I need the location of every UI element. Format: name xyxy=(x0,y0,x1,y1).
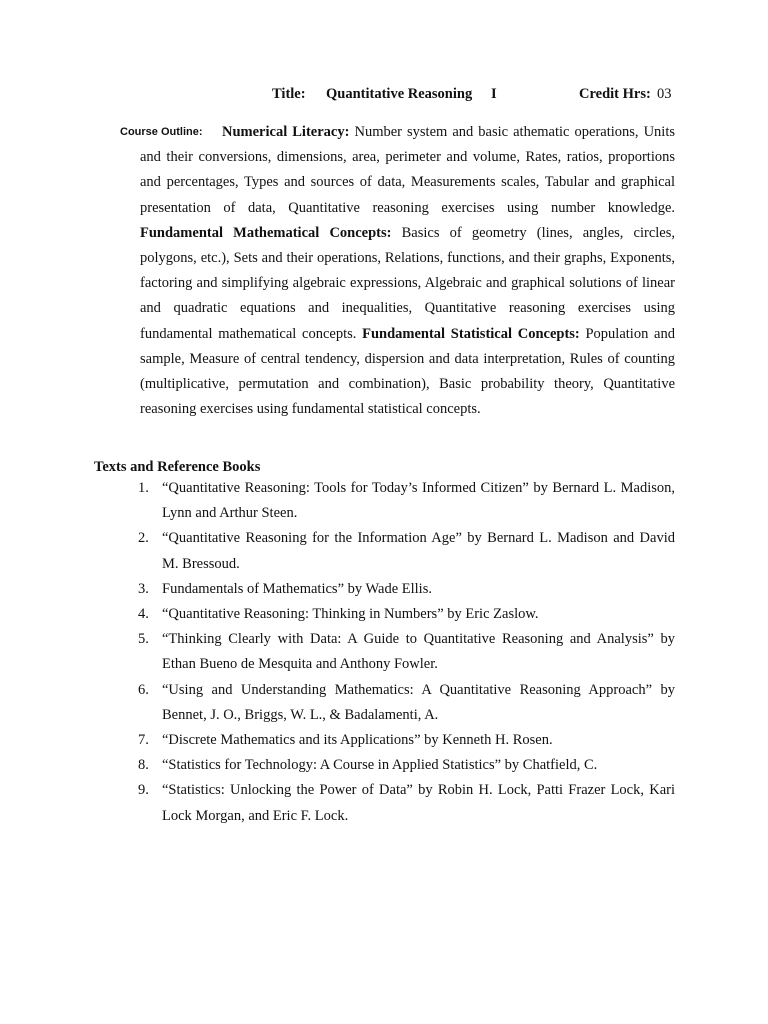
reference-item xyxy=(138,728,675,753)
references-list xyxy=(138,476,675,829)
reference-number: 2. xyxy=(138,530,149,547)
course-outline xyxy=(120,120,675,422)
reference-text: “Using and Understanding Mathematics: A Quantitative Reasoning Approach” by Bennet, J. O., Briggs, W. L., & Badalamenti, A. xyxy=(162,681,675,723)
reference-text: “Discrete Mathematics and its Applications” by Kenneth H. Rosen. xyxy=(162,732,553,749)
title-line xyxy=(0,86,768,108)
title-label: Title: xyxy=(272,86,306,102)
reference-text: “Quantitative Reasoning: Thinking in Numbers” by Eric Zaslow. xyxy=(162,606,539,623)
reference-number: 1. xyxy=(138,480,149,496)
reference-item xyxy=(138,476,675,526)
reference-text: “Quantitative Reasoning: Tools for Today’s Informed Citizen” by Bernard L. Madison, Lynn and Arthur Steen. xyxy=(162,480,675,522)
reference-text: “Statistics: Unlocking the Power of Data” by Robin H. Lock, Patti Frazer Lock, Kari Lock Morgan, and Eric F. Lock. xyxy=(162,782,675,824)
reference-item xyxy=(138,602,675,627)
references-heading: Texts and Reference Books xyxy=(94,459,261,475)
section-heading-mathematical-concepts: Fundamental Mathematical Concepts: xyxy=(140,224,392,241)
reference-item xyxy=(138,753,675,778)
reference-item xyxy=(138,627,675,677)
reference-text: Fundamentals of Mathematics” by Wade Ellis. xyxy=(162,580,432,597)
course-title: Quantitative Reasoning xyxy=(326,86,473,102)
course-outline-label: Course Outline: xyxy=(120,126,203,138)
credit-label: Credit Hrs: xyxy=(579,86,651,102)
reference-number: 8. xyxy=(138,757,149,774)
section-text-numerical-literacy: Number system and basic athematic operations, Units and their conversions, dimensions, area, perimeter and volume, Rates, ratios, proportions and percentages, Types and sources of data, Measurements scales, Tabular and graphical presentation of data, Quantitative reasoning exercises using number knowledge. xyxy=(140,124,675,216)
section-text-statistical-concepts: Population and sample, Measure of central tendency, dispersion and data interpretation, Rules of counting (multiplicative, permutation and combination), Basic probability theory, Quantitative reasoning exercises using fundamental statistical concepts. xyxy=(140,325,675,418)
reference-item xyxy=(138,577,675,602)
reference-number: 5. xyxy=(138,631,149,648)
section-text-mathematical-concepts: Basics of geometry (lines, angles, circles, polygons, etc.), Sets and their operations, Relations, functions, and their graphs, Exponents, factoring and simplifying algebraic expressions, Algebraic and graphical solutions of linear and quadratic equations and inequalities, Quantitative reasoning exercises using fundamental mathematical concepts. xyxy=(140,224,675,342)
credit-value: 03 xyxy=(657,86,672,102)
reference-number: 7. xyxy=(138,732,149,749)
reference-text: “Quantitative Reasoning for the Information Age” by Bernard L. Madison and David M. Bressoud. xyxy=(162,530,675,572)
reference-number: 3. xyxy=(138,580,149,597)
reference-item xyxy=(138,778,675,828)
section-heading-numerical-literacy: Numerical Literacy: xyxy=(222,124,350,140)
reference-number: 6. xyxy=(138,681,149,698)
reference-number: 4. xyxy=(138,606,149,623)
reference-number: 9. xyxy=(138,782,149,799)
reference-item xyxy=(138,526,675,576)
reference-item xyxy=(138,678,675,728)
reference-text: “Thinking Clearly with Data: A Guide to Quantitative Reasoning and Analysis” by Ethan Bueno de Mesquita and Anthony Fowler. xyxy=(162,631,675,673)
reference-text: “Statistics for Technology: A Course in Applied Statistics” by Chatfield, C. xyxy=(162,757,598,774)
course-level: I xyxy=(491,86,497,102)
section-heading-statistical-concepts: Fundamental Statistical Concepts: xyxy=(362,325,580,342)
